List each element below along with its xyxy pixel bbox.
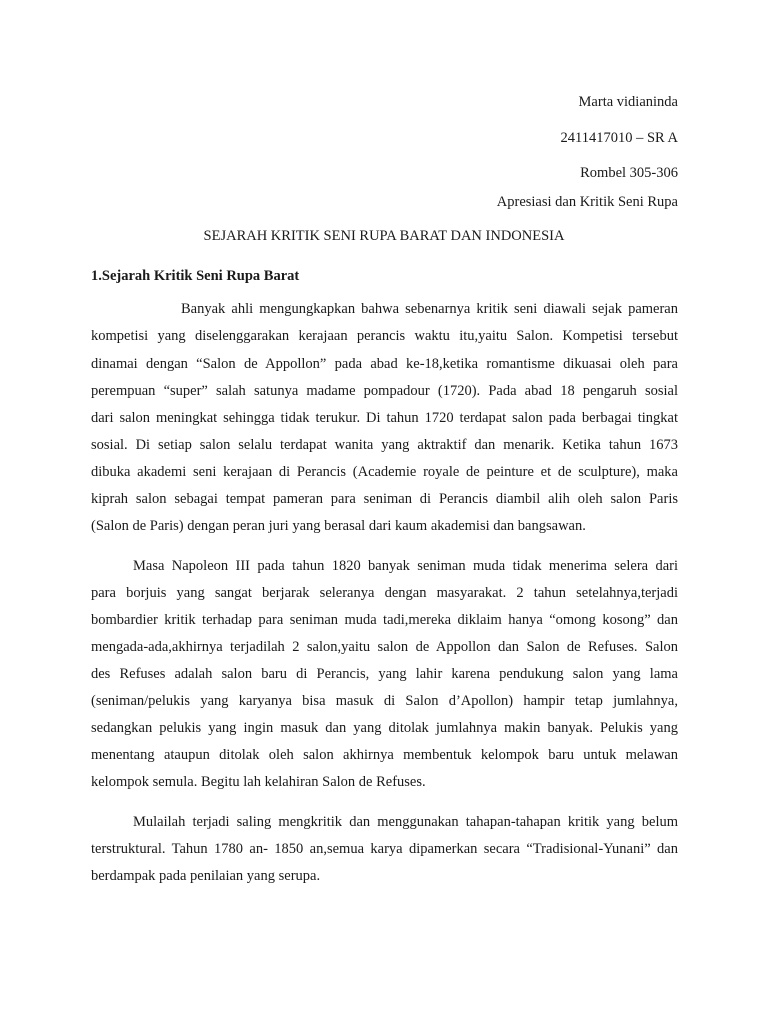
section-heading: 1.Sejarah Kritik Seni Rupa Barat: [91, 268, 300, 284]
paragraph-1-line: (Salon de Paris) dengan peran juri yang berasal dari kaum akademisi dan bangsawan.: [91, 518, 586, 534]
paragraph-1-line: kiprah salon sebagai tempat pameran para seniman di Perancis diambil alih oleh salon Paris: [91, 491, 678, 507]
course-name: Apresiasi dan Kritik Seni Rupa: [496, 194, 678, 210]
paragraph-1-line: kompetisi yang diselenggarakan kerajaan perancis waktu itu,yaitu Salon. Kompetisi tersebut: [91, 328, 678, 344]
rombel: Rombel 305-306: [580, 165, 678, 181]
paragraph-2-line: mengada-ada,akhirnya terjadilah 2 salon,yaitu salon de Appollon dan Salon de Refuses. Salon: [91, 639, 678, 655]
document-title: SEJARAH KRITIK SENI RUPA BARAT DAN INDONESIA: [203, 228, 565, 244]
paragraph-1-line: Banyak ahli mengungkapkan bahwa sebenarnya kritik seni diawali sejak pameran: [181, 301, 678, 317]
paragraph-2-line: para borjuis yang sangat berjarak seleranya dengan masyarakat. 2 tahun setelahnya,terjadi: [91, 585, 678, 601]
paragraph-3-line: berdampak pada penilaian yang serupa.: [91, 868, 321, 884]
paragraph-1-line: dinamai dengan “Salon de Appollon” pada abad ke-18,ketika romantisme dikuasai oleh para: [91, 356, 678, 372]
author-name: Marta vidianinda: [578, 94, 678, 110]
paragraph-1-line: dibuka akademi seni kerajaan di Perancis (Academie royale de peinture et de sculpture), maka: [91, 464, 678, 480]
paragraph-2-line: (seniman/pelukis yang karyanya bisa masuk di Salon d’Apollon) hampir tetap jumlahnya,: [91, 693, 678, 709]
student-id: 2411417010 – SR A: [560, 130, 678, 146]
paragraph-3-line: terstruktural. Tahun 1780 an- 1850 an,semua karya dipamerkan secara “Tradisional-Yunani” dan: [91, 841, 678, 857]
paragraph-1-line: perempuan “super” salah satunya madame pompadour (1720). Pada abad 18 pengaruh sosial: [91, 383, 678, 399]
paragraph-2-line: menentang ataupun ditolak oleh salon akhirnya membentuk kelompok baru untuk melawan: [91, 747, 678, 763]
paragraph-3-line: Mulailah terjadi saling mengkritik dan menggunakan tahapan-tahapan kritik yang belum: [133, 814, 678, 830]
paragraph-2-line: bombardier kritik terhadap para seniman muda tadi,mereka diklaim hanya “omong kosong” dan: [91, 612, 678, 628]
paragraph-2-line: sedangkan pelukis yang ingin masuk dan yang ditolak jumlahnya makin banyak. Pelukis yang: [91, 720, 678, 736]
paragraph-2-line: des Refuses adalah salon baru di Perancis, yang lahir karena pendukung salon yang lama: [91, 666, 678, 682]
paragraph-2-line: kelompok semula. Begitu lah kelahiran Salon de Refuses.: [91, 774, 426, 790]
paragraph-1-line: dari salon meningkat sehingga tidak terukur. Di tahun 1720 terdapat salon pada berbagai tingkat: [91, 410, 678, 426]
paragraph-2-line: Masa Napoleon III pada tahun 1820 banyak seniman muda tidak menerima selera dari: [133, 558, 678, 574]
paragraph-1-line: sosial. Di setiap salon selalu terdapat wanita yang aktraktif dan menarik. Ketika tahun 1673: [91, 437, 678, 453]
